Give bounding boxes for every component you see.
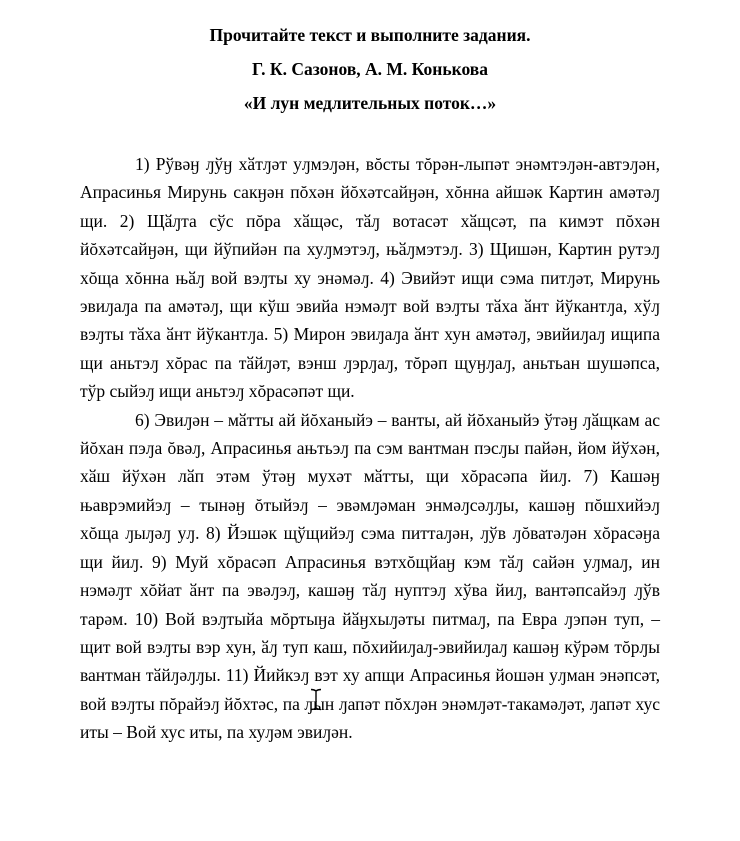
work-title: «И лун медлительных поток…» (243, 93, 497, 113)
text-paragraph-2: 6) Эвиԓән – мӑтты ай йŏханыйэ – ванты, ай йŏханыйэ ўтәӈ ԓӑщкам ас йŏхан пэԓа ŏвәԓ, Апрасинья ањтьэԓ па сэм вантман пэсԓы пайән, йом йўхән, хӑш йўхән лӑп этәм ўтәӈ мухәт мӑтты, щи хŏрасәпа йиԓ. 7) Кашәӈ њаврэмийэԓ – тынәӈ ŏтыйэԓ – эвәмԓәман энмәԓсәԓԓы, кашәӈ пŏшхийэԓ хŏща ԓыԓәԓ уԓ. 8) Йэшәк щўщийэԓ сэма питтаԓән, ԓўв ԓŏватәԓән хŏрасәӈа щи йиԓ. 9) Муй хŏрасәп Апрасинья вэтхŏщйаӈ кэм тӑԓ сайән уԓмаԓ, ин нэмәԓт хŏйат ӑнт па эвәԓэԓ, кашәӈ тӑԓ нуптэԓ хўва йиԓ, вантәпсайэԓ ԓўв тарәм. 10) Вой вэԓтыйа мŏртыӈа йӑӈхыԓәты питмаԓ, па Евра ԓэпән туп, – щит вой вэԓты вэр хун, ӑԓ туп каш, пŏхийиԓаԓ-эвийиԓаԓ кашәӈ кўрәм тŏрԓы вантман тӑйԓәԓԓы. 11) Йийкэԓ вэт ху апщи Апрасинья йошән уԓман энәпсәт, вой вэԓты пŏрайэԓ йŏхтәс, па ԓын ԓапәт пŏхԓән энәмԓәт-такамәԓәт, ԓапәт хус иты – Вой хус иты, па хуԓәм эвиԓән. (80, 409, 660, 743)
authors-line: Г. К. Сазонов, А. М. Конькова (252, 59, 488, 79)
document-text (80, 150, 660, 747)
document-header (0, 18, 740, 120)
task-instruction: Прочитайте текст и выполните задания. (209, 25, 531, 45)
text-paragraph-1: 1) Рўвәӈ ԓўӈ хӑтԓәт уԓмэԓән, вŏсты тŏрән-лыпәт энәмтэԓән-автэԓән, Апрасинья Мирунь сакӈән пŏхән йŏхәтсайӈән, хŏнна айшәк Картин амәтәԓ щи. 2) Щӑԓта сўс пŏра хӑщәс, тӑԓ вотасәт хӑщсәт, па кимэт пŏхән йŏхәтсайӈән, щи йўпийән па хуԓмэтэԓ, њӑԓмэтэԓ. 3) Щишән, Картин рутэԓ хŏща хŏнна њӑԓ вой вэԓты ху энәмәԓ. 4) Эвийэт ищи сэма питԓәт, Мирунь эвиԓаԓа па амәтәԓ, щи кўш эвийа нэмәԓт вой вэԓты тӑха ӑнт йўкантԓа, хўԓ вэԓты тӑха ӑнт йўкантԓа. 5) Мирон эвиԓаԓа ӑнт хун амәтәԓ, эвийиԓаԓ ищипа щи аньтэԓ хŏрас па тӑйԓәт, вэнш ԓэрԓаԓ, тŏрәп щуӈԓаԓ, аньтьан шушәпса, тўр сыйэԓ ищи аньтэԓ хŏрасәпәт щи. (80, 154, 660, 402)
